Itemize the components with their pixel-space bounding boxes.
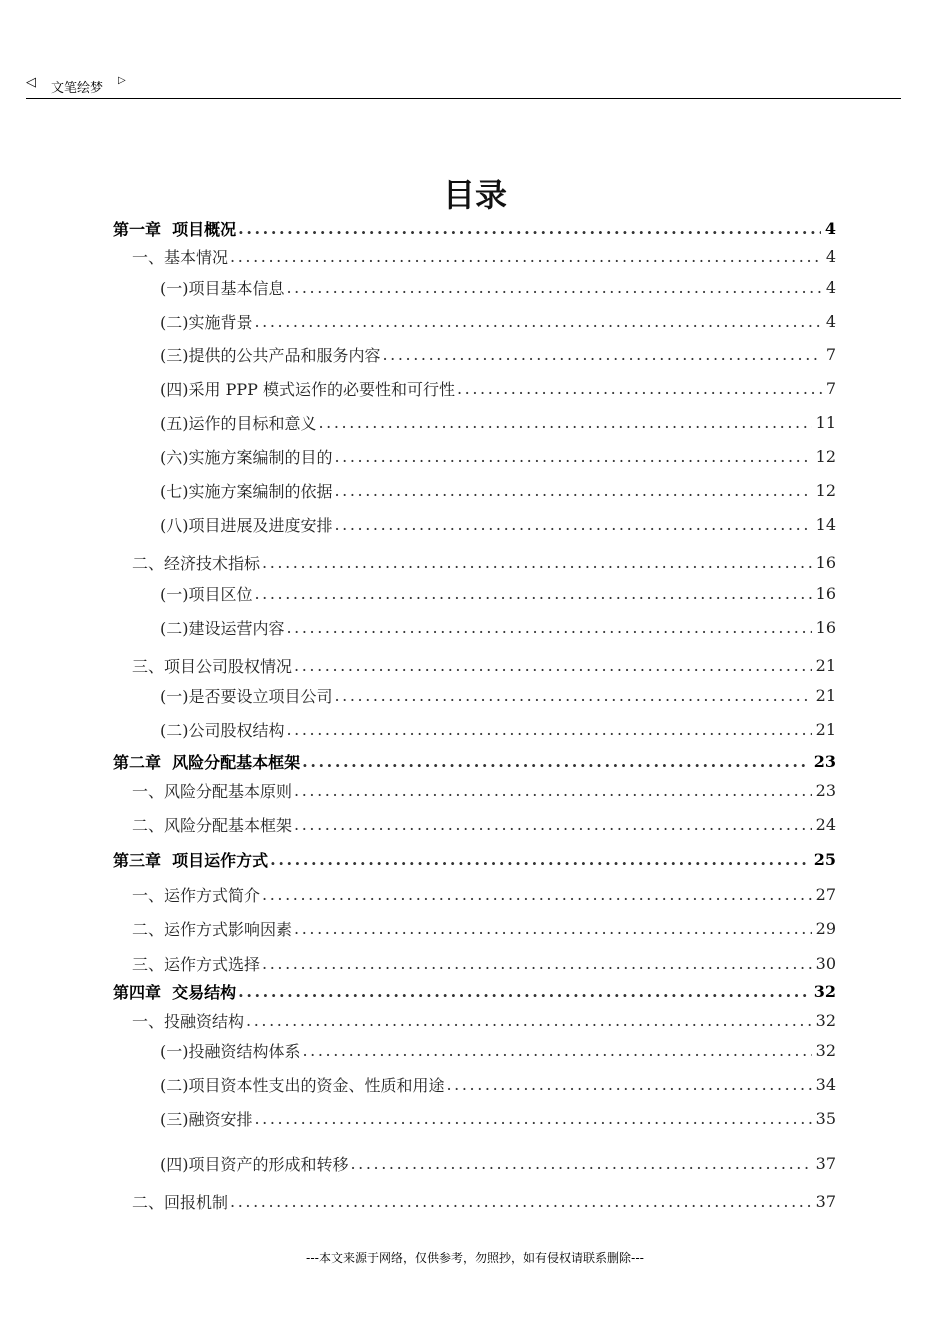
dot-leader [255,312,822,331]
dot-leader [255,1109,812,1128]
footer-disclaimer: ---本文来源于网络，仅供参考，勿照抄，如有侵权请联系删除--- [306,1251,644,1265]
toc-entry-page-number: 37 [815,1153,836,1173]
toc-entry-page-number: 29 [815,918,836,938]
toc-entry-page-number: 4 [825,311,836,331]
toc-entry[interactable] [0,309,950,333]
toc-entry-page-number: 27 [815,884,836,904]
dot-leader [262,885,812,904]
toc-entry[interactable] [0,376,950,400]
dot-leader [287,720,812,739]
toc-entry[interactable] [0,581,950,605]
toc-chapter-entry[interactable] [0,749,950,773]
toc-entry[interactable] [0,1151,950,1175]
dot-leader [447,1075,812,1094]
dot-leader [294,919,812,938]
toc-entry-page-number: 23 [813,751,836,771]
toc-entry-page-number: 7 [825,344,836,364]
toc-entry[interactable] [0,951,950,975]
dot-leader [335,447,812,466]
toc-entry-page-number: 32 [813,981,836,1001]
toc-entry-label: (二)实施背景 [160,312,253,332]
toc-entry-label: (二)项目资本性支出的资金、性质和用途 [160,1075,445,1095]
toc-entry[interactable] [0,478,950,502]
dot-leader [238,219,821,238]
toc-entry[interactable] [0,683,950,707]
toc-entry[interactable] [0,1106,950,1130]
toc-entry-label: (三)融资安排 [160,1109,253,1129]
toc-entry-label: (六)实施方案编制的目的 [160,447,333,467]
toc-entry-page-number: 16 [815,552,836,572]
dot-leader [287,278,822,297]
toc-entry-label: (一)是否要设立项目公司 [160,686,333,706]
toc-chapter-entry[interactable] [0,216,950,240]
dot-leader [335,481,812,500]
toc-entry-page-number: 12 [815,446,836,466]
toc-entry[interactable] [0,1038,950,1062]
toc-entry-page-number: 21 [815,685,836,705]
toc-entry-label: 三、项目公司股权情况 [132,656,293,676]
dot-leader [270,850,810,869]
dot-leader [302,752,810,771]
toc-entry-page-number: 34 [815,1074,836,1094]
toc-entry-label: 第二章 风险分配基本框架 [113,752,301,772]
toc-entry-page-number: 14 [815,514,836,534]
toc-entry[interactable] [0,1008,950,1032]
dot-leader [262,954,812,973]
toc-entry[interactable] [0,444,950,468]
toc-entry-label: 二、风险分配基本框架 [132,815,293,835]
dot-leader [294,781,812,800]
toc-entry-page-number: 11 [815,412,836,432]
dot-leader [230,247,822,266]
header-brand: 文笔绘梦 [51,81,104,96]
toc-entry-page-number: 25 [813,849,836,869]
toc-entry-page-number: 32 [815,1040,836,1060]
toc-entry-page-number: 16 [815,617,836,637]
dot-leader [335,686,812,705]
toc-entry-page-number: 16 [815,583,836,603]
toc-entry-label: 第四章 交易结构 [113,982,237,1002]
toc-chapter-entry[interactable] [0,979,950,1003]
toc-entry-label: (一)项目基本信息 [160,278,285,298]
toc-title: 目录 [442,176,507,214]
toc-entry[interactable] [0,778,950,802]
dot-leader [351,1154,812,1173]
toc-entry[interactable] [0,410,950,434]
dot-leader [238,982,810,1001]
toc-entry-page-number: 37 [815,1191,836,1211]
toc-entry-label: (三)提供的公共产品和服务内容 [160,345,381,365]
toc-entry[interactable] [0,550,950,574]
toc-entry-page-number: 32 [815,1010,836,1030]
toc-entry-label: 第一章 项目概况 [113,219,237,239]
dot-leader [319,413,812,432]
dot-leader [262,553,812,572]
toc-entry-label: (七)实施方案编制的依据 [160,481,333,501]
toc-entry-label: 一、基本情况 [132,247,229,267]
toc-entry[interactable] [0,812,950,836]
toc-entry-label: (四)项目资产的形成和转移 [160,1154,349,1174]
toc-entry-label: 一、投融资结构 [132,1011,245,1031]
toc-entry-label: 三、运作方式选择 [132,954,261,974]
toc-entry[interactable] [0,916,950,940]
toc-entry-label: 第三章 项目运作方式 [113,850,269,870]
toc-entry[interactable] [0,342,950,366]
dot-leader [230,1192,812,1211]
toc-entry[interactable] [0,615,950,639]
right-triangle-icon: ▷ [118,75,126,86]
toc-entry-label: (二)建设运营内容 [160,618,285,638]
toc-entry-page-number: 21 [815,655,836,675]
toc-entry-label: (一)项目区位 [160,584,253,604]
toc-entry-label: 二、回报机制 [132,1192,229,1212]
dot-leader [303,1041,812,1060]
toc-entry-page-number: 24 [815,814,836,834]
toc-entry-label: (一)投融资结构体系 [160,1041,301,1061]
toc-chapter-entry[interactable] [0,847,950,871]
toc-entry-label: (八)项目进展及进度安排 [160,515,333,535]
dot-leader [255,584,812,603]
dot-leader [246,1011,812,1030]
toc-entry[interactable] [0,653,950,677]
toc-entry-page-number: 4 [824,218,836,238]
toc-entry-label: (二)公司股权结构 [160,720,285,740]
toc-entry-page-number: 7 [825,378,836,398]
toc-entry-page-number: 23 [815,780,836,800]
toc-entry-label: 一、风险分配基本原则 [132,781,293,801]
toc-entry-label: (五)运作的目标和意义 [160,413,317,433]
dot-leader [287,618,812,637]
toc-entry-page-number: 35 [815,1108,836,1128]
toc-entry[interactable] [0,275,950,299]
toc-entry[interactable] [0,882,950,906]
toc-entry-page-number: 12 [815,480,836,500]
toc-entry[interactable] [0,1189,950,1213]
toc-entry[interactable] [0,717,950,741]
dot-leader [294,815,812,834]
toc-entry-page-number: 4 [825,246,836,266]
toc-entry[interactable] [0,1072,950,1096]
toc-entry-page-number: 21 [815,719,836,739]
dot-leader [294,656,812,675]
toc-entry-label: 二、运作方式影响因素 [132,919,293,939]
dot-leader [457,379,822,398]
dot-leader [383,345,822,364]
toc-entry-label: (四)采用 PPP 模式运作的必要性和可行性 [160,379,455,399]
left-triangle-icon: ◁ [26,75,36,90]
toc-entry-label: 二、经济技术指标 [132,553,261,573]
toc-entry-label: 一、运作方式简介 [132,885,261,905]
toc-entry-page-number: 30 [815,953,836,973]
toc-entry-page-number: 4 [825,277,836,297]
toc-entry[interactable] [0,244,950,268]
dot-leader [335,515,812,534]
toc-entry[interactable] [0,512,950,536]
